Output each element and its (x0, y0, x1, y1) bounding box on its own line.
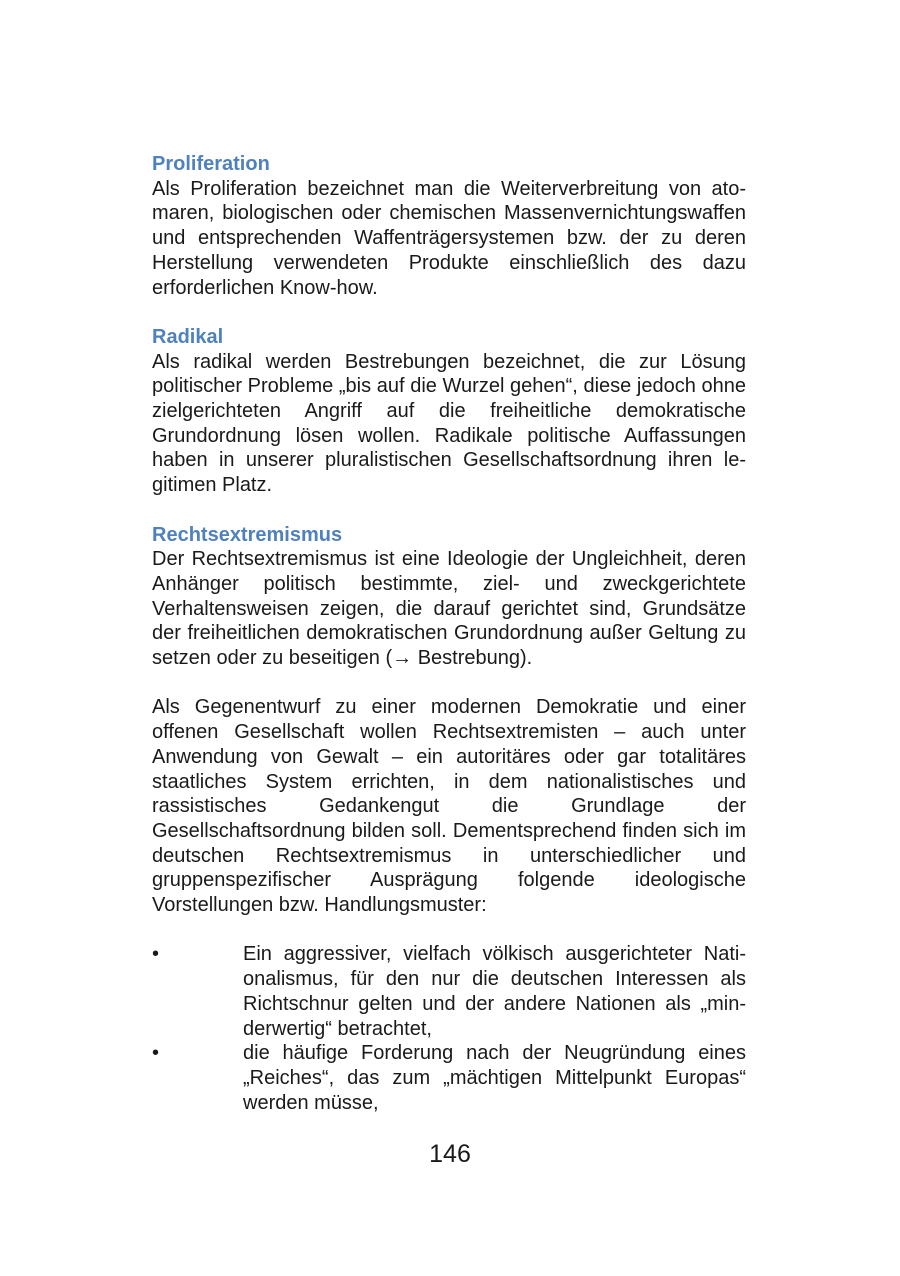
section-radikal (152, 325, 746, 498)
list-item (152, 1041, 746, 1115)
section-heading: Proliferation (152, 153, 270, 175)
paragraph: Der Rechtsextremismus ist eine Ideologie der Ungleichheit, deren Anhänger politisch bestimmte, ziel- und zweckgerichtete Verhaltensweisen zeigen, die darauf gerichtet sind, Grundsätze der freiheitlichen demokratischen Grundordnung außer Geltung zu setzen oder zu beseitigen (→ Bestrebung). (152, 548, 746, 670)
list-item-text: Ein aggressiver, vielfach völkisch ausgerichteter Nationalismus, für den nur die deutschen Interessen als Richtschnur gelten und der andere Nationen als „minderwertig“ betrachtet, (243, 943, 746, 1040)
document-body (152, 152, 746, 1115)
section-rechtsextremismus (152, 523, 746, 1116)
paragraph: Als Proliferation bezeichnet man die Weiterverbreitung von atomaren, biologischen oder chemischen Massenvernichtungswaffen und entsprechenden Waffenträgersystemen bzw. der zu deren Herstellung verwendeten Produkte einschließlich des dazu erforderlichen Know-how. (152, 177, 746, 299)
list-item-text: die häufige Forderung nach der Neugründung eines „Reiches“, das zum „mächtigen Mittelpunkt Europas“ werden müsse, (243, 1042, 746, 1114)
bullet-list (152, 942, 746, 1115)
paragraph: Als Gegenentwurf zu einer modernen Demokratie und einer offenen Gesellschaft wollen Rechtsextremisten – auch unter Anwendung von Gewalt – ein autoritäres oder gar totalitäres staatliches System errichten, in dem nationalistisches und rassistisches Gedankengut die Grundlage der Gesellschaftsordnung bilden soll. Dementsprechend finden sich im deutschen Rechtsextremismus in unterschiedlicher und gruppenspezifischer Ausprägung folgende ideologische Vorstellungen bzw. Handlungsmuster: (152, 696, 746, 917)
list-item (152, 942, 746, 1041)
page-number: 146 (429, 1140, 471, 1168)
bullet-icon: • (152, 943, 160, 966)
paragraph: Als radikal werden Bestrebungen bezeichnet, die zur Lösung politischer Probleme „bis auf die Wurzel gehen“, diese jedoch ohne zielgerichteten Angriff auf die freiheitliche demokratische Grundordnung lösen wollen. Radikale politische Auffassungen haben in unserer pluralistischen Gesellschaftsordnung ihren legitimen Platz. (152, 350, 746, 497)
section-proliferation (152, 152, 746, 300)
section-heading: Radikal (152, 325, 224, 348)
section-heading: Rechtsextremismus (152, 523, 343, 546)
bullet-icon: • (152, 1042, 160, 1065)
